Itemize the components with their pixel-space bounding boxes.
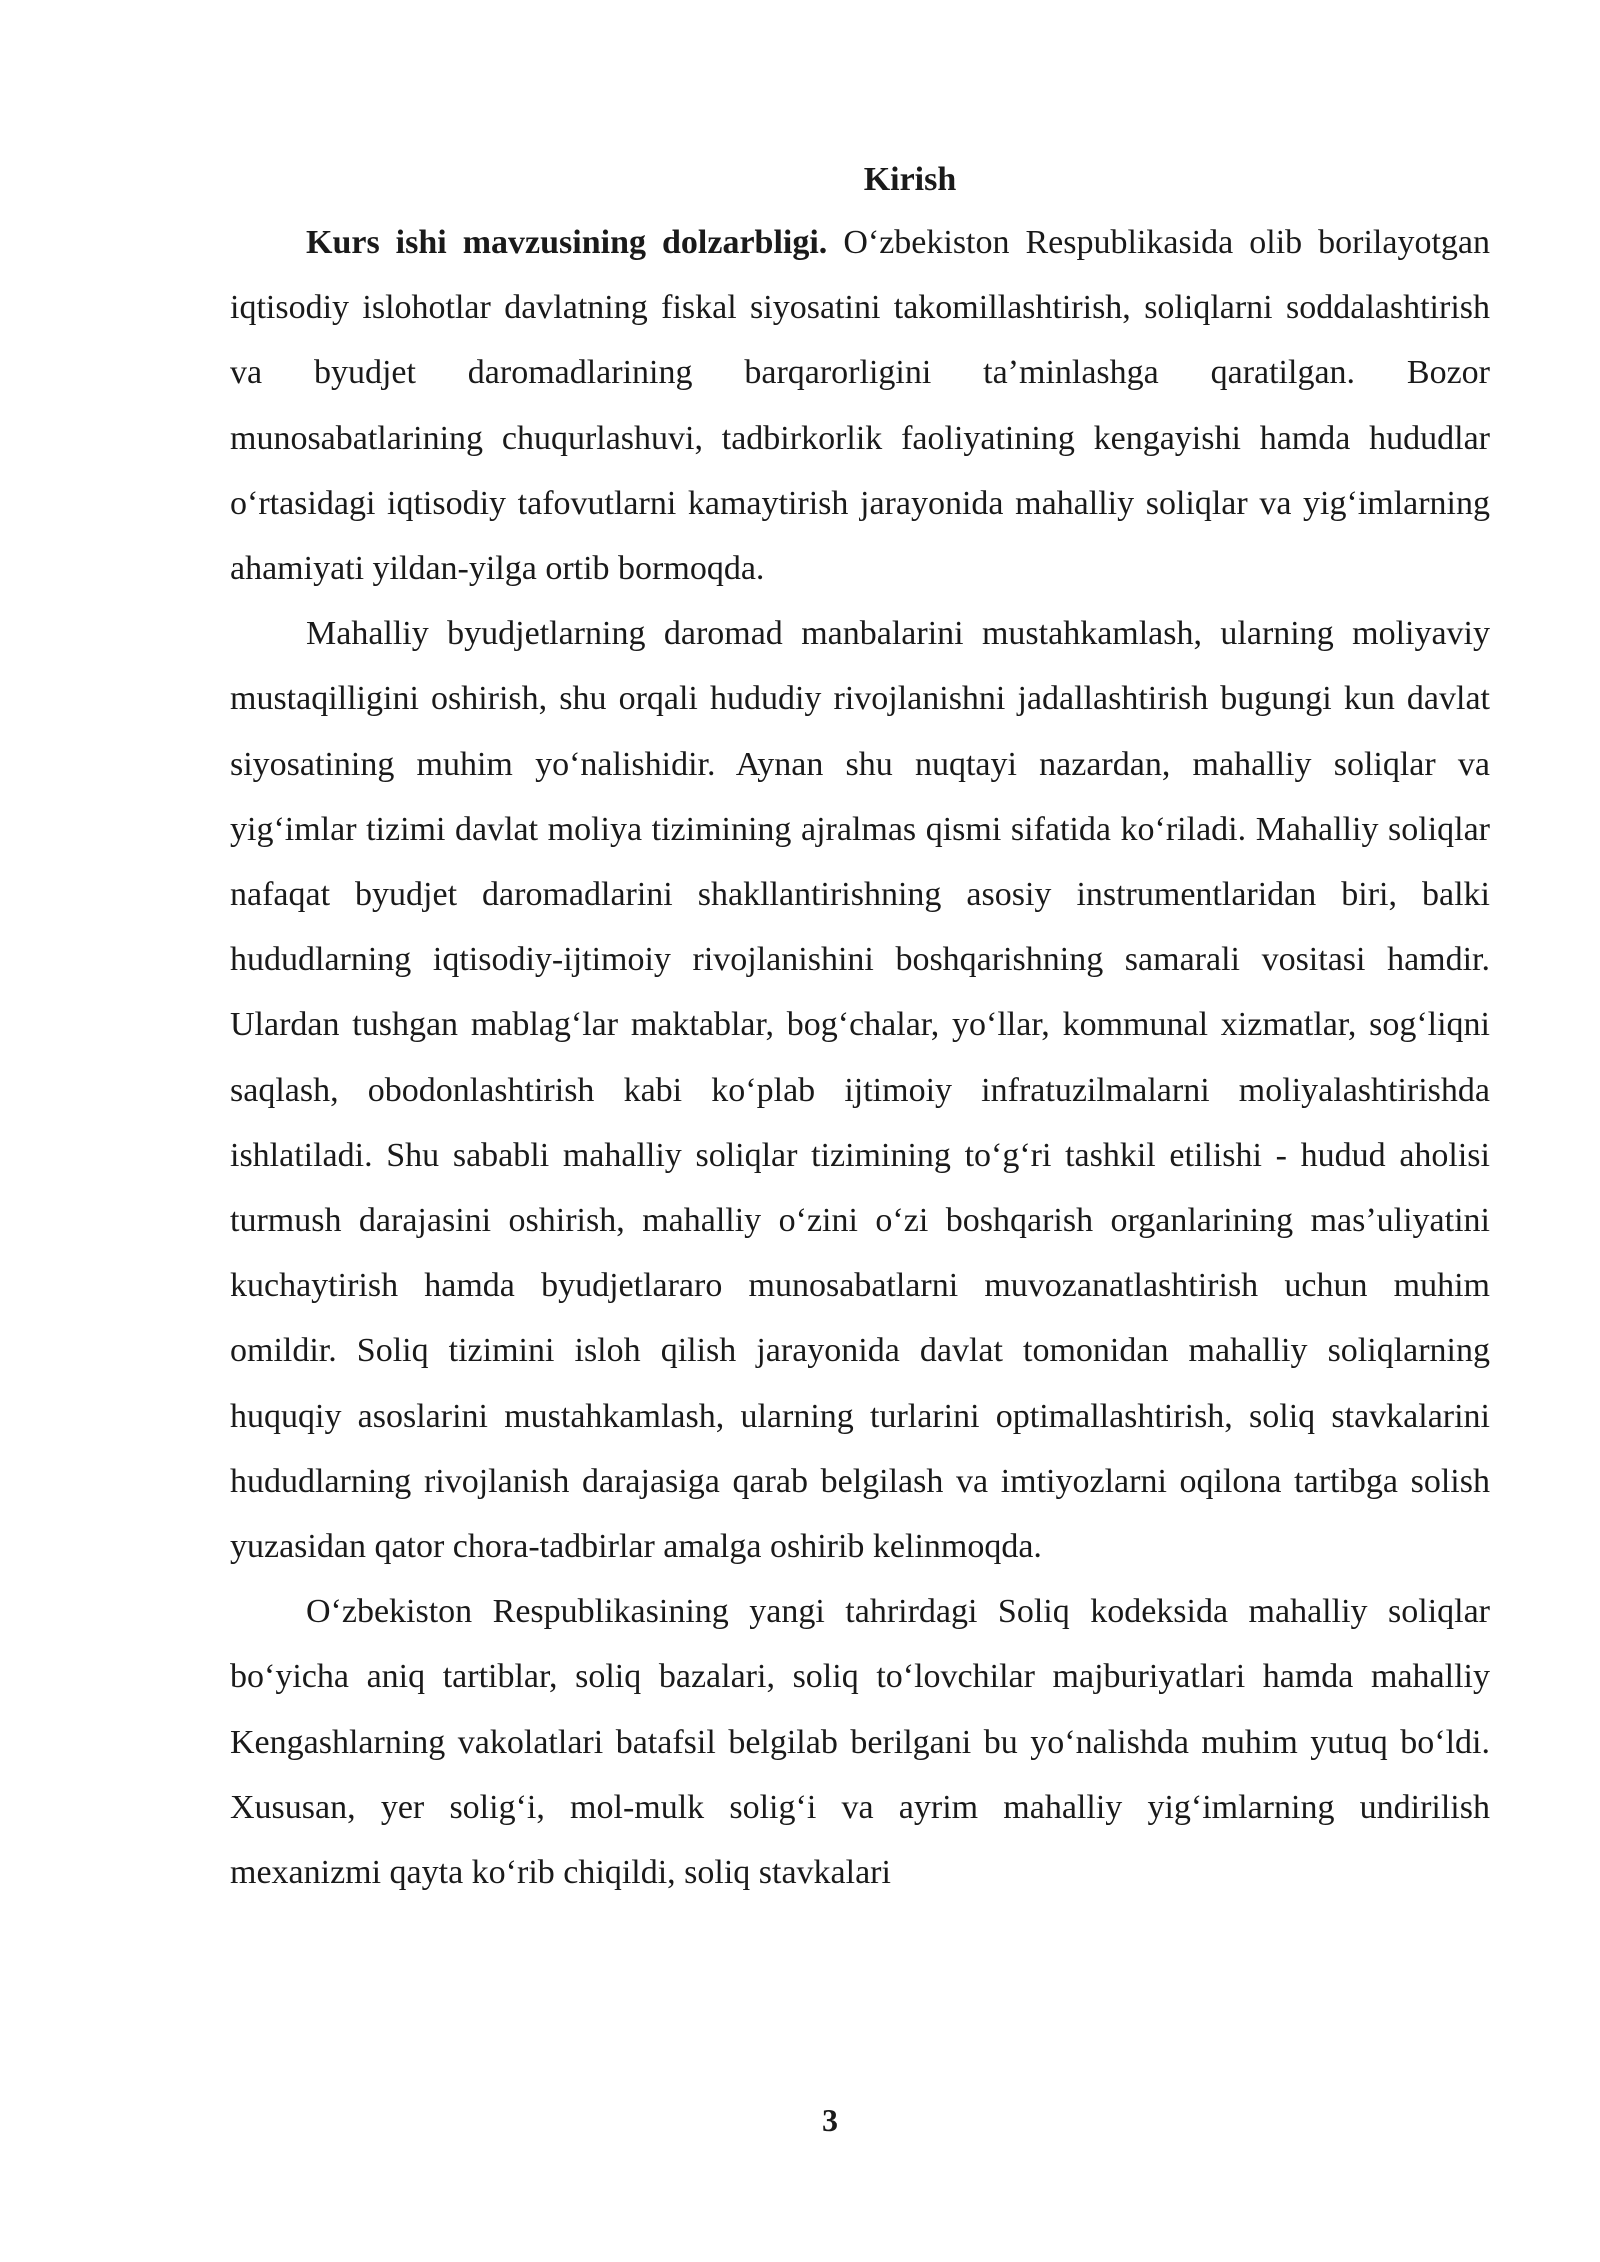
paragraph-tax-code: [230, 1579, 1490, 1905]
paragraph-text: Oʻzbekiston Respublikasida olib borilayotgan iqtisodiy islohotlar davlatning fiskal siyosatini takomillashtirish, soliqlarni soddalashtirish va byudjet daromadlarining barqarorligini taʼminlashga qaratilgan. Bozor munosabatlarining chuqurlashuvi, tadbirkorlik faoliyatining kengayishi hamda hududlar oʻrtasidagi iqtisodiy tafovutlarni kamaytirish jarayonida mahalliy soliqlar va yigʻimlarning ahamiyati yildan-yilga ortib bormoqda.: [230, 224, 1491, 588]
paragraph-lead-heading: Kurs ishi mavzusining dolzarbligi.: [306, 224, 828, 261]
paragraph-text: Oʻzbekiston Respublikasining yangi tahrirdagi Soliq kodeksida mahalliy soliqlar boʻyicha aniq tartiblar, soliq bazalari, soliq toʻlovchilar majburiyatlari hamda mahalliy Kengashlarning vakolatlari batafsil belgilab berilgani bu yoʻnalishda muhim yutuq boʻldi. Xususan, yer soligʻi, mol-mulk soligʻi va ayrim mahalliy yigʻimlarning undirilish mexanizmi qayta koʻrib chiqildi, soliq stavkalari: [230, 1593, 1490, 1892]
page-content: [230, 150, 1490, 1905]
paragraph-text: Mahalliy byudjetlarning daromad manbalarini mustahkamlash, ularning moliyaviy mustaqilligini oshirish, shu orqali hududiy rivojlanishni jadallashtirish bugungi kun davlat siyosatining muhim yoʻnalishidir. Aynan shu nuqtayi nazardan, mahalliy soliqlar va yigʻimlar tizimi davlat moliya tizimining ajralmas qismi sifatida koʻriladi. Mahalliy soliqlar nafaqat byudjet daromadlarini shakllantirishning asosiy instrumentlaridan biri, balki hududlarning iqtisodiy-ijtimoiy rivojlanishini boshqarishning samarali vositasi hamdir. Ulardan tushgan mablagʻlar maktablar, bogʻchalar, yoʻllar, kommunal xizmatlar, sogʻliqni saqlash, obodonlashtirish kabi koʻplab ijtimoiy infratuzilmalarni moliyalashtirishda ishlatiladi. Shu sababli mahalliy soliqlar tizimining toʻgʻri tashkil etilishi - hudud aholisi turmush darajasini oshirish, mahalliy oʻzini oʻzi boshqarish organlarining masʼuliyatini kuchaytirish hamda byudjetlararo munosabatlarni muvozanatlashtirish uchun muhim omildir. Soliq tizimini isloh qilish jarayonida davlat tomonidan mahalliy soliqlarning huquqiy asoslarini mustahkamlash, ularning turlarini optimallashtirish, soliq stavkalarini hududlarning rivojlanish darajasiga qarab belgilash va imtiyozlarni oqilona tartibga solish yuzasidan qator chora-tadbirlar amalga oshirib kelinmoqda.: [230, 615, 1490, 1566]
section-title: Kirish: [863, 161, 957, 198]
paragraph-local-budgets: [230, 601, 1490, 1579]
paragraph-relevance: [230, 210, 1490, 601]
page-number: 3: [822, 2102, 838, 2138]
